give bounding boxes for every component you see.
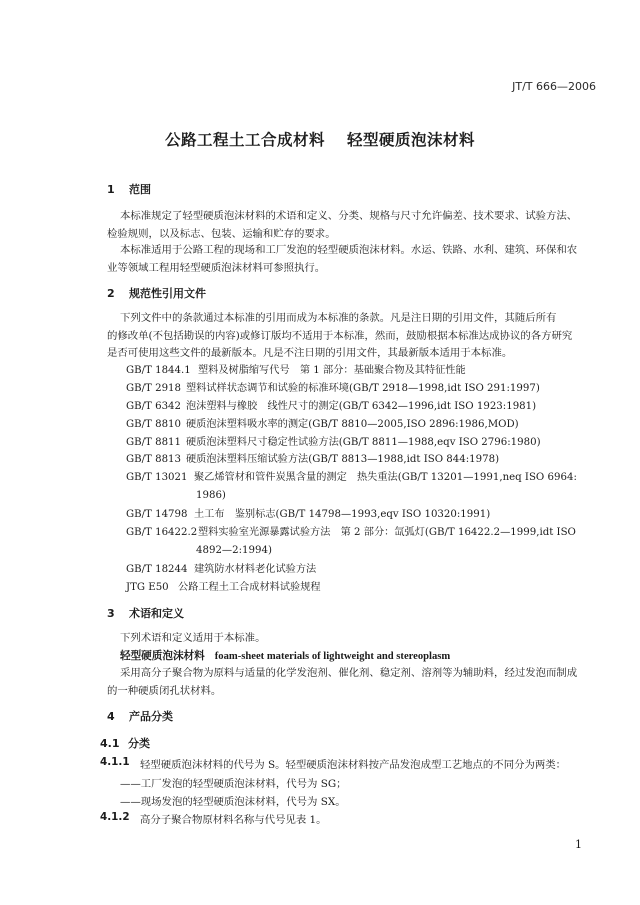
term-chinese: 轻型硬质泡沫材料: [120, 650, 205, 662]
ref-item-continuation: 1986): [196, 489, 226, 501]
clause-4-1-1-line3: ——现场发泡的轻型硬质泡沫材料，代号为 SX。: [120, 796, 346, 808]
standard-code: JT/T 666—2006: [512, 80, 596, 93]
sec1-para1-line2: 检验规则，以及标志、包装、运输和贮存的要求。: [107, 228, 336, 240]
sec3-intro: 下列术语和定义适用于本标准。: [120, 632, 266, 644]
term-definition-line2: 的一种硬质闭孔状材料。: [107, 685, 222, 697]
clause-4-1-2-number: 4.1.2: [100, 811, 130, 823]
ref-item: GB/T 14798 土工布 鉴别标志(GB/T 14798—1993,eqv ISO 10320:1991): [126, 509, 491, 520]
ref-item: GB/T 8811 硬质泡沫塑料尺寸稳定性试验方法(GB/T 8811—1988,eqv ISO 2796:1980): [126, 437, 541, 448]
ref-item: GB/T 13021 聚乙烯管材和管件炭黑含量的测定 热失重法(GB/T 13201—1991,neq ISO 6964: 1986): [126, 469, 596, 504]
clause-4-1-1-line1: 轻型硬质泡沫材料的代号为 S。轻型硬质泡沫材料按产品发泡成型工艺地点的不同分为两类：: [140, 759, 567, 771]
clause-4-1-1-line2: ——工厂发泡的轻型硬质泡沫材料，代号为 SG；: [120, 778, 347, 790]
title-part-2: 轻型硬质泡沫材料: [347, 131, 476, 149]
section-4-1-heading: 4.1 分类: [100, 737, 150, 750]
term-english: foam-sheet materials of lightweight and stereoplasm: [214, 651, 451, 662]
ref-item: JTG E50 公路工程土工合成材料试验规程: [126, 582, 321, 593]
ref-item: GB/T 8813 硬质泡沫塑料压缩试验方法(GB/T 8813—1988,idt ISO 844:1978): [126, 454, 500, 465]
ref-item: GB/T 6342 泡沫塑料与橡胶 线性尺寸的测定(GB/T 6342—1996,idt ISO 1923:1981): [126, 401, 537, 412]
sec2-para-line2: 的修改单(不包括勘误的内容)或修订版均不适用于本标准，然而，鼓励根据本标准达成协议的各方研究: [107, 330, 573, 342]
page-number: 1: [575, 838, 582, 851]
ref-item: GB/T 2918 塑料试样状态调节和试验的标准环境(GB/T 2918—1998,idt ISO 291:1997): [126, 383, 540, 394]
section-4-heading: 4 产品分类: [107, 710, 173, 723]
ref-item: GB/T 18244 建筑防水材料老化试验方法: [126, 564, 317, 575]
term-definition-line1: 采用高分子聚合物为原料与适量的化学发泡剂、催化剂、稳定剂、溶剂等为辅助料，经过发泡而制成: [120, 667, 578, 679]
section-3-heading: 3 术语和定义: [107, 607, 184, 620]
title-part-1: 公路工程土工合成材料: [164, 131, 325, 149]
section-2-heading: 2 规范性引用文件: [107, 287, 206, 300]
section-1-heading: 1 范围: [107, 183, 151, 196]
document-title: [0, 128, 640, 150]
ref-item: GB/T 1844.1 塑料及树脂缩写代号 第 1 部分：基础聚合物及其特征性能: [126, 365, 466, 376]
sec1-para1-line1: 本标准规定了轻型硬质泡沫材料的术语和定义、分类、规格与尺寸允许偏差、技术要求、试验方法、: [120, 210, 578, 222]
clause-4-1-1-number: 4.1.1: [100, 756, 130, 768]
sec1-para2-line2: 业等领域工程用轻型硬质泡沫材料可参照执行。: [107, 262, 326, 274]
sec2-para-line1: 下列文件中的条款通过本标准的引用而成为本标准的条款。凡是注日期的引用文件，其随后所有: [120, 312, 557, 324]
ref-item-continuation: 4892—2:1994): [196, 544, 272, 556]
ref-item: GB/T 8810 硬质泡沫塑料吸水率的测定(GB/T 8810—2005,ISO 2896:1986,MOD): [126, 419, 519, 430]
term-entry: [120, 648, 450, 663]
sec2-para-line3: 是否可使用这些文件的最新版本。凡是不注日期的引用文件，其最新版本适用于本标准。: [107, 347, 513, 359]
sec1-para2-line1: 本标准适用于公路工程的现场和工厂发泡的轻型硬质泡沫材料。水运、铁路、水利、建筑、环保和农: [120, 244, 578, 256]
clause-4-1-2-text: 高分子聚合物原材料名称与代号见表 1。: [140, 814, 327, 826]
ref-item: GB/T 16422.2塑料实验室光源暴露试验方法 第 2 部分：氙弧灯(GB/T 16422.2—1999,idt ISO 4892—2:1994): [126, 524, 596, 559]
